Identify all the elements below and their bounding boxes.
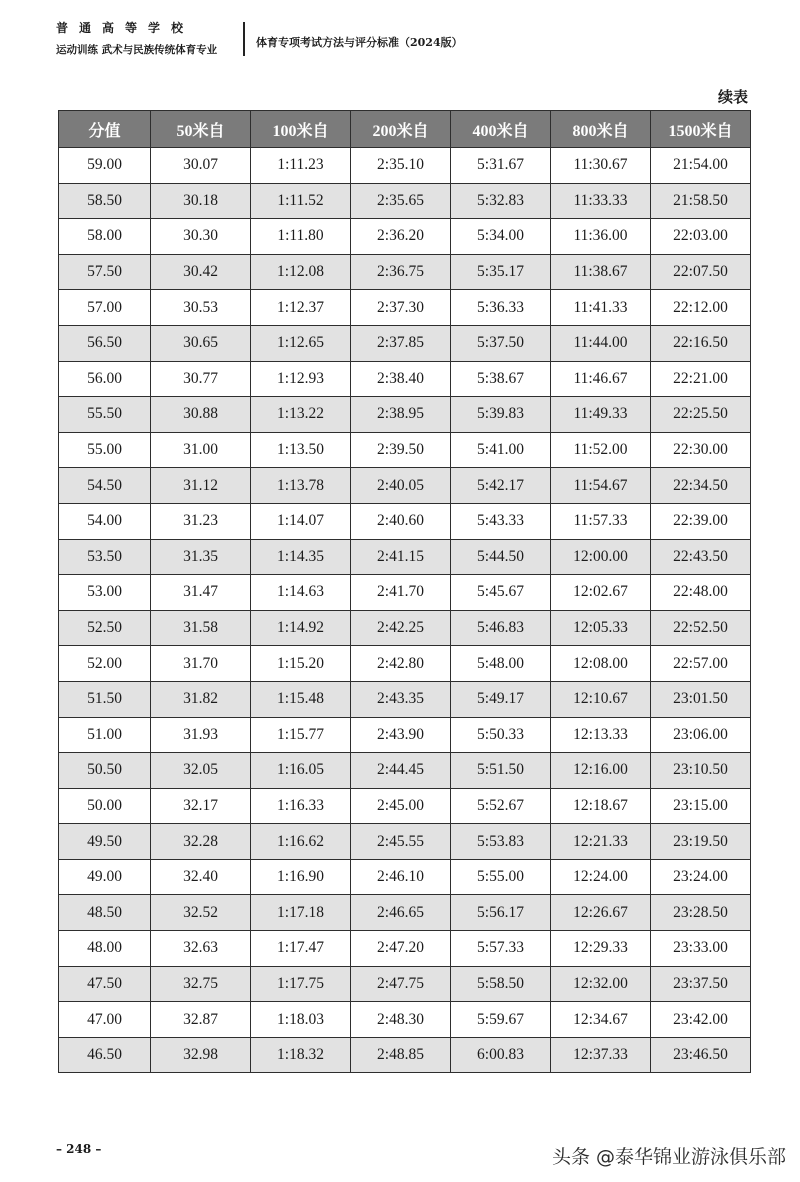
time-cell: 2:45.00 [351,788,451,824]
time-cell: 5:49.17 [451,681,551,717]
time-cell: 1:18.32 [251,1037,351,1073]
table-row [59,1037,751,1073]
time-cell: 23:28.50 [651,895,751,931]
time-cell: 23:42.00 [651,1002,751,1038]
time-cell: 32.75 [151,966,251,1002]
time-cell: 30.30 [151,219,251,255]
time-cell: 5:32.83 [451,183,551,219]
col-header-200m: 200米自 [351,111,451,148]
table-row [59,361,751,397]
score-cell: 50.00 [59,788,151,824]
time-cell: 1:12.37 [251,290,351,326]
time-cell: 12:32.00 [551,966,651,1002]
time-cell: 11:52.00 [551,432,651,468]
time-cell: 21:58.50 [651,183,751,219]
time-cell: 22:03.00 [651,219,751,255]
score-cell: 58.50 [59,183,151,219]
time-cell: 12:05.33 [551,610,651,646]
table-row [59,219,751,255]
time-cell: 1:16.33 [251,788,351,824]
time-cell: 2:40.05 [351,468,451,504]
time-cell: 5:55.00 [451,859,551,895]
time-cell: 5:35.17 [451,254,551,290]
score-cell: 57.00 [59,290,151,326]
time-cell: 1:12.65 [251,325,351,361]
table-header-row [59,111,751,148]
col-header-800m: 800米自 [551,111,651,148]
time-cell: 1:13.50 [251,432,351,468]
time-cell: 2:44.45 [351,753,451,789]
time-cell: 5:51.50 [451,753,551,789]
time-cell: 5:37.50 [451,325,551,361]
time-cell: 11:49.33 [551,397,651,433]
time-cell: 22:07.50 [651,254,751,290]
time-cell: 30.18 [151,183,251,219]
time-cell: 2:41.70 [351,575,451,611]
time-cell: 5:57.33 [451,931,551,967]
time-cell: 23:37.50 [651,966,751,1002]
time-cell: 2:37.30 [351,290,451,326]
score-cell: 55.00 [59,432,151,468]
time-cell: 32.98 [151,1037,251,1073]
time-cell: 32.63 [151,931,251,967]
table-row [59,503,751,539]
time-cell: 11:46.67 [551,361,651,397]
time-cell: 12:08.00 [551,646,651,682]
table-row [59,290,751,326]
table-row [59,753,751,789]
time-cell: 30.07 [151,148,251,184]
time-cell: 2:35.65 [351,183,451,219]
time-cell: 2:42.25 [351,610,451,646]
table-row [59,717,751,753]
score-cell: 49.00 [59,859,151,895]
score-cell: 56.50 [59,325,151,361]
table-row [59,895,751,931]
time-cell: 23:46.50 [651,1037,751,1073]
time-cell: 11:36.00 [551,219,651,255]
time-cell: 5:59.67 [451,1002,551,1038]
time-cell: 22:39.00 [651,503,751,539]
time-cell: 31.12 [151,468,251,504]
time-cell: 32.52 [151,895,251,931]
score-cell: 52.00 [59,646,151,682]
time-cell: 2:43.35 [351,681,451,717]
score-cell: 58.00 [59,219,151,255]
score-cell: 55.50 [59,397,151,433]
time-cell: 31.70 [151,646,251,682]
time-cell: 11:30.67 [551,148,651,184]
time-cell: 21:54.00 [651,148,751,184]
time-cell: 2:37.85 [351,325,451,361]
time-cell: 12:24.00 [551,859,651,895]
time-cell: 22:25.50 [651,397,751,433]
time-cell: 23:15.00 [651,788,751,824]
time-cell: 2:40.60 [351,503,451,539]
table-row [59,148,751,184]
table-row [59,468,751,504]
time-cell: 22:43.50 [651,539,751,575]
page-number: – 248 – [56,1142,102,1156]
time-cell: 5:56.17 [451,895,551,931]
time-cell: 2:36.20 [351,219,451,255]
score-cell: 48.50 [59,895,151,931]
table-row [59,1002,751,1038]
time-cell: 1:16.05 [251,753,351,789]
time-cell: 1:18.03 [251,1002,351,1038]
table-row [59,183,751,219]
time-cell: 22:21.00 [651,361,751,397]
score-cell: 59.00 [59,148,151,184]
time-cell: 2:48.30 [351,1002,451,1038]
time-cell: 2:43.90 [351,717,451,753]
col-header-100m: 100米自 [251,111,351,148]
time-cell: 1:15.20 [251,646,351,682]
time-cell: 12:16.00 [551,753,651,789]
score-cell: 53.50 [59,539,151,575]
time-cell: 30.88 [151,397,251,433]
time-cell: 32.28 [151,824,251,860]
time-cell: 5:45.67 [451,575,551,611]
time-cell: 5:50.33 [451,717,551,753]
header-divider [243,22,245,56]
time-cell: 5:43.33 [451,503,551,539]
table-row [59,575,751,611]
table-row [59,539,751,575]
time-cell: 2:47.75 [351,966,451,1002]
time-cell: 5:38.67 [451,361,551,397]
time-cell: 23:33.00 [651,931,751,967]
time-cell: 11:38.67 [551,254,651,290]
time-cell: 1:11.52 [251,183,351,219]
header-book-title: 体育专项考试方法与评分标准（2024版） [256,36,463,49]
time-cell: 32.17 [151,788,251,824]
time-cell: 1:17.75 [251,966,351,1002]
time-cell: 1:16.62 [251,824,351,860]
score-cell: 54.00 [59,503,151,539]
score-cell: 53.00 [59,575,151,611]
time-cell: 5:34.00 [451,219,551,255]
score-cell: 56.00 [59,361,151,397]
time-cell: 1:17.18 [251,895,351,931]
time-cell: 22:57.00 [651,646,751,682]
time-cell: 11:57.33 [551,503,651,539]
time-cell: 2:38.40 [351,361,451,397]
time-cell: 2:46.10 [351,859,451,895]
table-body [59,148,751,1073]
time-cell: 22:34.50 [651,468,751,504]
time-cell: 1:11.80 [251,219,351,255]
time-cell: 6:00.83 [451,1037,551,1073]
score-cell: 48.00 [59,931,151,967]
table-row [59,824,751,860]
time-cell: 2:36.75 [351,254,451,290]
time-cell: 31.58 [151,610,251,646]
time-cell: 22:16.50 [651,325,751,361]
time-cell: 12:37.33 [551,1037,651,1073]
table-row [59,931,751,967]
score-cell: 51.00 [59,717,151,753]
time-cell: 30.42 [151,254,251,290]
header-school-name: 普通高等学校 [56,21,195,35]
time-cell: 12:26.67 [551,895,651,931]
time-cell: 31.35 [151,539,251,575]
time-cell: 1:14.07 [251,503,351,539]
score-cell: 57.50 [59,254,151,290]
time-cell: 32.40 [151,859,251,895]
time-cell: 2:46.65 [351,895,451,931]
time-cell: 5:48.00 [451,646,551,682]
score-cell: 46.50 [59,1037,151,1073]
time-cell: 1:13.22 [251,397,351,433]
col-header-1500m: 1500米自 [651,111,751,148]
time-cell: 23:19.50 [651,824,751,860]
time-cell: 23:01.50 [651,681,751,717]
table-row [59,966,751,1002]
time-cell: 1:12.93 [251,361,351,397]
time-cell: 1:14.63 [251,575,351,611]
time-cell: 31.23 [151,503,251,539]
time-cell: 2:48.85 [351,1037,451,1073]
running-header-left [56,20,236,58]
time-cell: 2:41.15 [351,539,451,575]
time-cell: 12:00.00 [551,539,651,575]
table-row [59,254,751,290]
table-row [59,432,751,468]
time-cell: 23:24.00 [651,859,751,895]
time-cell: 5:44.50 [451,539,551,575]
table-row [59,610,751,646]
table-row [59,681,751,717]
col-header-score: 分值 [59,111,151,148]
score-cell: 47.00 [59,1002,151,1038]
table-row [59,788,751,824]
time-cell: 5:39.83 [451,397,551,433]
time-cell: 12:34.67 [551,1002,651,1038]
time-cell: 30.77 [151,361,251,397]
time-cell: 12:18.67 [551,788,651,824]
score-cell: 54.50 [59,468,151,504]
score-cell: 50.50 [59,753,151,789]
time-cell: 12:02.67 [551,575,651,611]
time-cell: 11:33.33 [551,183,651,219]
time-cell: 1:13.78 [251,468,351,504]
time-cell: 5:46.83 [451,610,551,646]
time-cell: 1:15.77 [251,717,351,753]
time-cell: 11:41.33 [551,290,651,326]
time-cell: 12:10.67 [551,681,651,717]
time-cell: 2:42.80 [351,646,451,682]
score-cell: 51.50 [59,681,151,717]
table-row [59,397,751,433]
time-cell: 12:21.33 [551,824,651,860]
score-cell: 47.50 [59,966,151,1002]
time-cell: 1:14.35 [251,539,351,575]
score-cell: 52.50 [59,610,151,646]
time-cell: 5:31.67 [451,148,551,184]
time-cell: 11:54.67 [551,468,651,504]
col-header-400m: 400米自 [451,111,551,148]
time-cell: 31.00 [151,432,251,468]
time-cell: 1:14.92 [251,610,351,646]
score-table [58,110,751,1073]
time-cell: 5:41.00 [451,432,551,468]
time-cell: 2:47.20 [351,931,451,967]
time-cell: 5:42.17 [451,468,551,504]
time-cell: 1:15.48 [251,681,351,717]
time-cell: 5:36.33 [451,290,551,326]
time-cell: 32.87 [151,1002,251,1038]
time-cell: 12:13.33 [551,717,651,753]
time-cell: 1:16.90 [251,859,351,895]
watermark: 头条 @泰华锦业游泳俱乐部 [551,1146,786,1168]
time-cell: 22:12.00 [651,290,751,326]
time-cell: 5:58.50 [451,966,551,1002]
time-cell: 30.53 [151,290,251,326]
header-major-name: 运动训练 武术与民族传统体育专业 [56,44,218,56]
continuation-label: 续表 [717,88,748,106]
time-cell: 22:30.00 [651,432,751,468]
col-header-50m: 50米自 [151,111,251,148]
time-cell: 5:52.67 [451,788,551,824]
time-cell: 1:17.47 [251,931,351,967]
time-cell: 31.93 [151,717,251,753]
time-cell: 12:29.33 [551,931,651,967]
score-cell: 49.50 [59,824,151,860]
time-cell: 5:53.83 [451,824,551,860]
time-cell: 22:52.50 [651,610,751,646]
time-cell: 1:11.23 [251,148,351,184]
time-cell: 2:39.50 [351,432,451,468]
table-row [59,646,751,682]
time-cell: 23:10.50 [651,753,751,789]
table-row [59,325,751,361]
time-cell: 2:45.55 [351,824,451,860]
time-cell: 1:12.08 [251,254,351,290]
time-cell: 2:35.10 [351,148,451,184]
time-cell: 23:06.00 [651,717,751,753]
time-cell: 2:38.95 [351,397,451,433]
time-cell: 22:48.00 [651,575,751,611]
time-cell: 31.82 [151,681,251,717]
time-cell: 11:44.00 [551,325,651,361]
time-cell: 30.65 [151,325,251,361]
time-cell: 32.05 [151,753,251,789]
time-cell: 31.47 [151,575,251,611]
table-row [59,859,751,895]
